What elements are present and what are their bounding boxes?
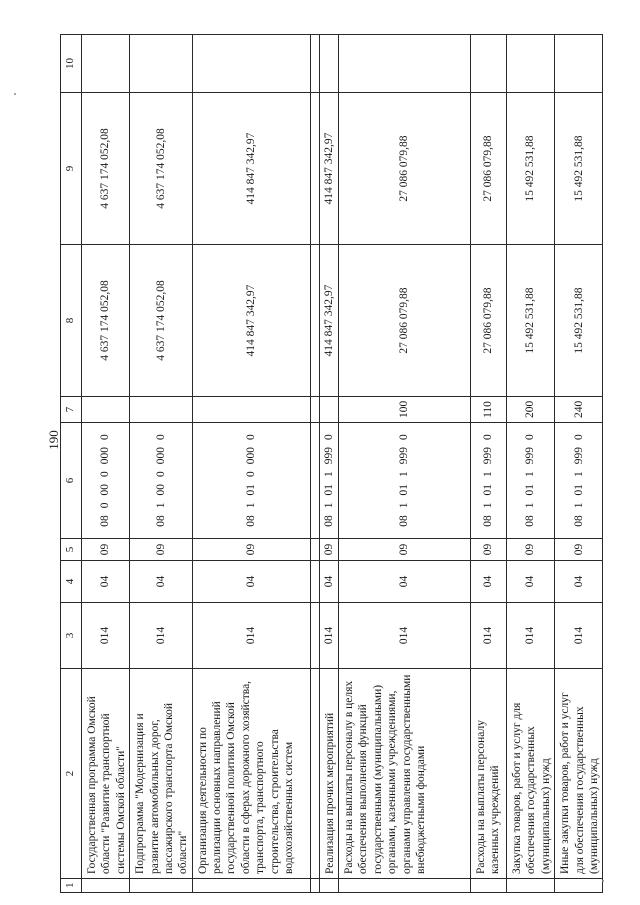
cell-target-article: [130, 423, 193, 539]
cell-amount-total: 27 086 079,88: [471, 93, 507, 245]
target-article-part: 999: [572, 447, 585, 465]
cell-amount-total: 15 492 531,88: [507, 93, 555, 245]
cell-expense-type: 110: [471, 397, 507, 423]
cell-col10: [507, 35, 555, 93]
target-article-part: 999: [482, 447, 495, 465]
target-article-part: 01: [524, 484, 537, 496]
cell-amount-plan: 27 086 079,88: [471, 245, 507, 397]
cell-amount-total: 4 637 174 052,08: [130, 93, 193, 245]
cell-amount-total: 414 847 342,97: [319, 93, 338, 245]
target-article-part: 0: [99, 471, 112, 477]
target-article-part: 1: [524, 502, 537, 509]
cell-amount-total: 15 492 531,88: [555, 93, 603, 245]
cell-code5: 09: [471, 539, 507, 561]
cell-target-article: [555, 423, 603, 539]
cell-amount-plan: 4 637 174 052,08: [130, 245, 193, 397]
table-spacer: [310, 35, 319, 893]
cell-col10: [192, 35, 310, 93]
cell-code4: 04: [471, 561, 507, 603]
target-article-part: 1: [572, 471, 585, 477]
target-article-part: 1: [322, 502, 335, 509]
target-article-part: 01: [398, 484, 411, 496]
cell-name: Иные закупки товаров, работ и услуг для обеспечения государственных (муниципальных) нужд: [555, 669, 603, 879]
cell-col1: [82, 879, 130, 893]
target-article-part: 0: [482, 434, 495, 440]
scan-speck: [602, 880, 604, 882]
cell-col1: [555, 879, 603, 893]
target-article-part: 999: [322, 447, 335, 465]
header-col-9: 9: [61, 93, 82, 245]
target-article-part: 0: [244, 471, 257, 477]
cell-target-article: [82, 423, 130, 539]
cell-code5: 09: [192, 539, 310, 561]
cell-code4: 04: [339, 561, 471, 603]
cell-name: Расходы на выплаты персоналу казенных учреждений: [471, 669, 507, 879]
target-article-part: 000: [99, 447, 112, 465]
target-article-part: 0: [244, 434, 257, 440]
cell-expense-type: [192, 397, 310, 423]
target-article-part: 08: [398, 515, 411, 527]
header-col-7: 7: [61, 397, 82, 423]
target-article-part: 01: [482, 484, 495, 496]
cell-code4: 04: [555, 561, 603, 603]
cell-name: Государственная программа Омской области "Развитие транспортной системы Омской области": [82, 669, 130, 879]
target-article-part: 1: [482, 471, 495, 477]
target-article-part: 00: [154, 484, 167, 496]
target-article-part: 000: [154, 447, 167, 465]
cell-code3: 014: [339, 603, 471, 669]
table-row: [507, 35, 555, 893]
target-article-part: 0: [154, 471, 167, 477]
cell-target-article: [192, 423, 310, 539]
cell-name: Расходы на выплаты персоналу в целях обеспечения выполнения функций государственными (муниципальными) органами, казенными учреждениями, органами управления государственными внебюджетными фондами: [339, 669, 471, 879]
cell-code3: 014: [130, 603, 193, 669]
target-article-part: 08: [154, 515, 167, 527]
table-row: [130, 35, 193, 893]
table-container: [60, 35, 603, 893]
header-row: [61, 35, 82, 893]
table-row: [339, 35, 471, 893]
cell-amount-total: 4 637 174 052,08: [82, 93, 130, 245]
target-article-part: 08: [524, 515, 537, 527]
target-article-part: 01: [244, 484, 257, 496]
cell-amount-total: 27 086 079,88: [339, 93, 471, 245]
cell-col1: [130, 879, 193, 893]
target-article-part: 08: [482, 515, 495, 527]
target-article-part: 08: [572, 515, 585, 527]
cell-code3: 014: [471, 603, 507, 669]
target-article-part: 01: [322, 484, 335, 496]
cell-code3: 014: [555, 603, 603, 669]
cell-target-article: [319, 423, 338, 539]
cell-col10: [471, 35, 507, 93]
target-article-part: 08: [99, 515, 112, 527]
cell-code4: 04: [82, 561, 130, 603]
header-col-6: 6: [61, 423, 82, 539]
cell-code4: 04: [192, 561, 310, 603]
cell-col1: [192, 879, 310, 893]
cell-target-article: [339, 423, 471, 539]
cell-code4: 04: [507, 561, 555, 603]
cell-target-article: [507, 423, 555, 539]
target-article-part: 1: [572, 502, 585, 509]
header-col-5: 5: [61, 539, 82, 561]
cell-amount-plan: 414 847 342,97: [319, 245, 338, 397]
cell-expense-type: 100: [339, 397, 471, 423]
cell-amount-total: 414 847 342,97: [192, 93, 310, 245]
cell-col1: [319, 879, 338, 893]
cell-name: Организация деятельности по реализации основных направлений государственной политики Омской области в сферах дорожного хозяйства, транспорта, транспортного строительства, строительства водохозяйственных систем: [192, 669, 310, 879]
target-article-part: 08: [244, 515, 257, 527]
cell-col10: [130, 35, 193, 93]
cell-code3: 014: [192, 603, 310, 669]
cell-expense-type: 200: [507, 397, 555, 423]
target-article-part: 0: [99, 502, 112, 509]
target-article-part: 1: [244, 502, 257, 509]
cell-col10: [555, 35, 603, 93]
cell-code3: 014: [507, 603, 555, 669]
target-article-part: 0: [99, 434, 112, 440]
header-col-4: 4: [61, 561, 82, 603]
table-row: [319, 35, 338, 893]
cell-amount-plan: 15 492 531,88: [555, 245, 603, 397]
cell-code5: 09: [319, 539, 338, 561]
page-number: 190: [46, 430, 61, 450]
cell-code3: 014: [82, 603, 130, 669]
table-row: [192, 35, 310, 893]
cell-expense-type: 240: [555, 397, 603, 423]
budget-table: [60, 34, 603, 893]
table-row: [471, 35, 507, 893]
cell-amount-plan: 4 637 174 052,08: [82, 245, 130, 397]
table-row: [82, 35, 130, 893]
cell-code3: 014: [319, 603, 338, 669]
cell-col1: [339, 879, 471, 893]
cell-amount-plan: 15 492 531,88: [507, 245, 555, 397]
target-article-part: 1: [322, 471, 335, 477]
header-col-1: 1: [61, 879, 82, 893]
target-article-part: 999: [398, 447, 411, 465]
target-article-part: 08: [322, 515, 335, 527]
cell-col1: [507, 879, 555, 893]
target-article-part: 0: [524, 434, 537, 440]
cell-code5: 09: [507, 539, 555, 561]
cell-code5: 09: [130, 539, 193, 561]
target-article-part: 1: [154, 502, 167, 509]
target-article-part: 1: [398, 471, 411, 477]
target-article-part: 00: [99, 484, 112, 496]
target-article-part: 1: [398, 502, 411, 509]
cell-code5: 09: [339, 539, 471, 561]
header-col-10: 10: [61, 35, 82, 93]
scan-speck: [14, 93, 16, 95]
target-article-part: 0: [154, 434, 167, 440]
cell-col1: [471, 879, 507, 893]
target-article-part: 999: [524, 447, 537, 465]
cell-amount-plan: 414 847 342,97: [192, 245, 310, 397]
cell-col10: [82, 35, 130, 93]
cell-code5: 09: [82, 539, 130, 561]
cell-target-article: [471, 423, 507, 539]
cell-col10: [319, 35, 338, 93]
target-article-part: 01: [572, 484, 585, 496]
cell-expense-type: [319, 397, 338, 423]
table-row: [555, 35, 603, 893]
cell-code4: 04: [130, 561, 193, 603]
cell-col10: [339, 35, 471, 93]
cell-amount-plan: 27 086 079,88: [339, 245, 471, 397]
header-col-3: 3: [61, 603, 82, 669]
target-article-part: 0: [398, 434, 411, 440]
cell-expense-type: [130, 397, 193, 423]
target-article-part: 0: [322, 434, 335, 440]
cell-expense-type: [82, 397, 130, 423]
header-col-2: 2: [61, 669, 82, 879]
target-article-part: 0: [572, 434, 585, 440]
header-col-8: 8: [61, 245, 82, 397]
target-article-part: 000: [244, 447, 257, 465]
cell-code4: 04: [319, 561, 338, 603]
target-article-part: 1: [482, 502, 495, 509]
cell-code5: 09: [555, 539, 603, 561]
cell-name: Реализация прочих мероприятий: [319, 669, 338, 879]
cell-name: Закупка товаров, работ и услуг для обеспечения государственных (муниципальных) нужд: [507, 669, 555, 879]
cell-name: Подпрограмма "Модернизация и развитие автомобильных дорог, пассажирского транспорта Омской области": [130, 669, 193, 879]
target-article-part: 1: [524, 471, 537, 477]
